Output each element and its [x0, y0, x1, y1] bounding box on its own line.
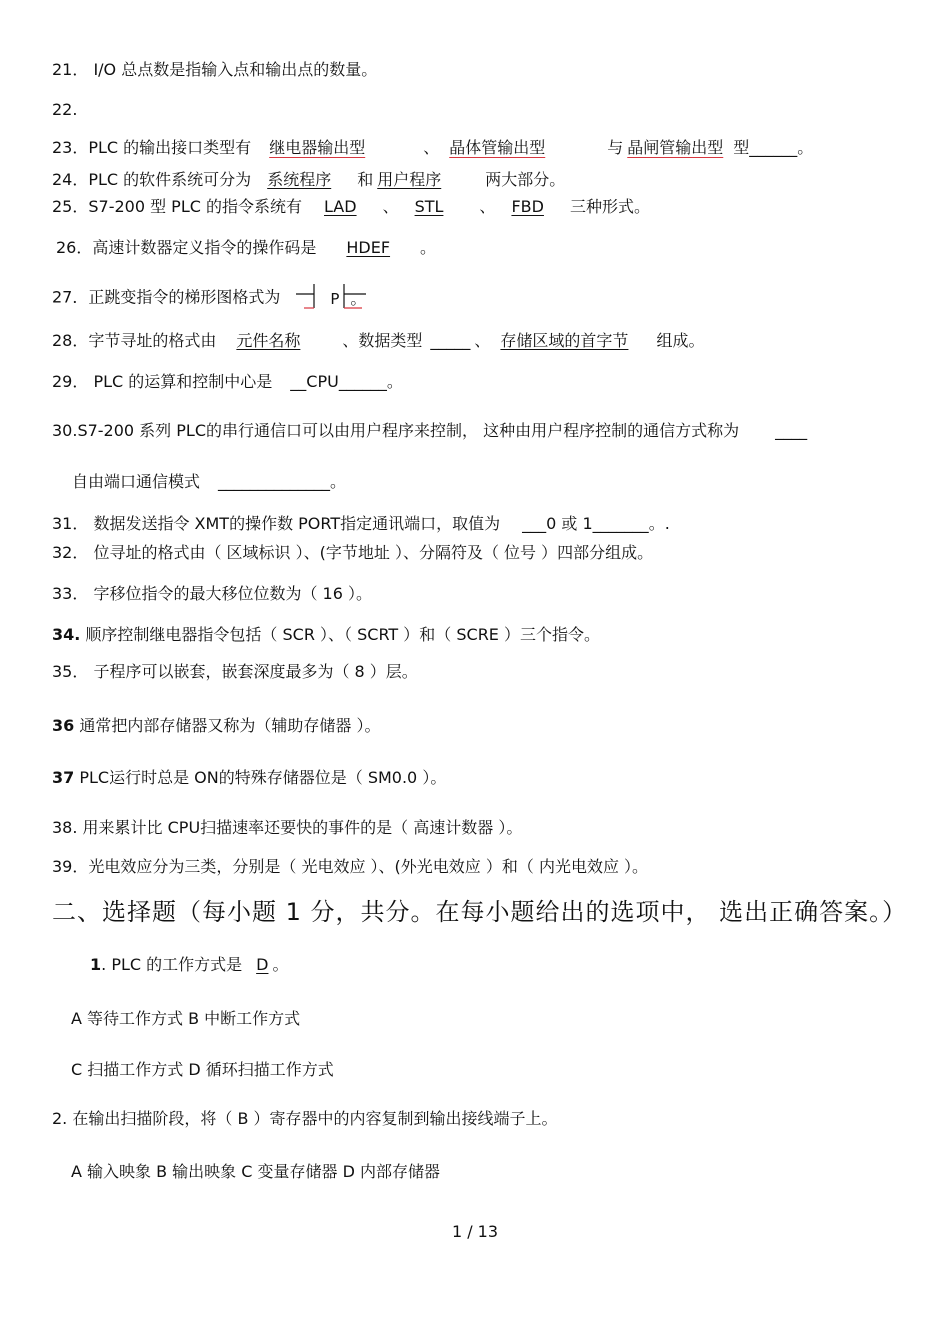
- q30-line-2: 自由端口通信模式 ______________。: [72, 472, 347, 491]
- q31: 31． 数据发送指令 XMT的操作数 PORT指定通讯端口，取值为 ___0 或 1_______。.: [52, 514, 670, 533]
- page-number: 1 / 13: [451, 1222, 499, 1241]
- q25-answer-1: LAD: [324, 197, 357, 216]
- q37: 37 PLC运行时总是 ON的特殊存储器位是（ SM0.0 ）。: [52, 768, 447, 787]
- q28: 28．字节寻址的格式由 元件名称 、数据类型 _____ 、 存储区域的首字节 组成。: [52, 331, 705, 350]
- q23-answer-3: 晶闸管输出型: [627, 138, 724, 157]
- positive-transition-ladder-symbol: P 。: [330, 289, 367, 308]
- section-2-heading: 二、选择题（每小题 1 分，共分。在每小题给出的选项中， 选出正确答案。）: [52, 898, 908, 926]
- q32: 32． 位寻址的格式由（ 区域标识 ）、(字节地址 ）、分隔符及（ 位号 ）四部分组成。: [52, 543, 654, 562]
- q26-answer: HDEF: [346, 238, 391, 257]
- q24: 24．PLC 的软件系统可分为 系统程序 和 用户程序 两大部分。: [52, 170, 566, 189]
- choice-2-question: 2. 在输出扫描阶段，将（ B ）寄存器中的内容复制到输出接线端子上。: [52, 1109, 558, 1128]
- q24-answer-2: 用户程序: [377, 170, 442, 189]
- q24-answer-1: 系统程序: [267, 170, 332, 189]
- q27: 27．正跳变指令的梯形图格式为 P 。: [52, 284, 376, 312]
- q25: 25．S7-200 型 PLC 的指令系统有 LAD 、 STL 、 FBD 三种形式。: [52, 197, 650, 216]
- q38: 38. 用来累计比 CPU扫描速率还要快的事件的是（ 高速计数器 ）。: [52, 818, 523, 837]
- q39: 39．光电效应分为三类，分别是（ 光电效应 ）、(外光电效应 ）和（ 内光电效应 ）。: [52, 857, 649, 876]
- q31-answer: ___0 或 1_______: [522, 514, 649, 533]
- q36: 36 通常把内部存储器又称为（辅助存储器 ）。: [52, 716, 381, 735]
- q25-answer-3: FBD: [511, 197, 544, 216]
- q26: 26．高速计数器定义指令的操作码是 HDEF 。: [56, 238, 437, 257]
- q21: 21． I/O 总点数是指输入点和输出点的数量。: [52, 60, 378, 79]
- q23: 23．PLC 的输出接口类型有 继电器输出型 、 晶体管输出型 与 晶闸管输出型 型______。: [52, 138, 814, 157]
- q33: 33． 字移位指令的最大移位位数为（ 16 ）。: [52, 584, 372, 603]
- q29: 29． PLC 的运算和控制中心是 __CPU______。: [52, 372, 403, 391]
- q30-line-1: 30.S7-200 系列 PLC的串行通信口可以由用户程序来控制， 这种由用户程序控制的通信方式称为 ____: [52, 421, 808, 440]
- q28-answer-1: 元件名称: [236, 331, 301, 350]
- q28-answer-2: 存储区域的首字节: [500, 331, 629, 350]
- q34: 34. 顺序控制继电器指令包括（ SCR ）、（ SCRT ）和（ SCRE ）三个指令。: [52, 625, 601, 644]
- q29-answer: __CPU______: [290, 372, 387, 391]
- q35: 35． 子程序可以嵌套，嵌套深度最多为（ 8 ）层。: [52, 662, 418, 681]
- choice-1-question: 1. PLC 的工作方式是 D 。: [90, 955, 289, 974]
- q25-answer-2: STL: [414, 197, 444, 216]
- q23-answer-1: 继电器输出型: [269, 138, 366, 157]
- q22: 22.: [52, 100, 78, 119]
- choice-1-answer: D: [256, 955, 269, 974]
- q23-answer-2: 晶体管输出型: [449, 138, 546, 157]
- choice-1-options-cd: C 扫描工作方式 D 循环扫描工作方式: [71, 1060, 334, 1079]
- choice-2-options: A 输入映象 B 输出映象 C 变量存储器 D 内部存储器: [71, 1162, 441, 1181]
- choice-1-options-ab: A 等待工作方式 B 中断工作方式: [71, 1009, 301, 1028]
